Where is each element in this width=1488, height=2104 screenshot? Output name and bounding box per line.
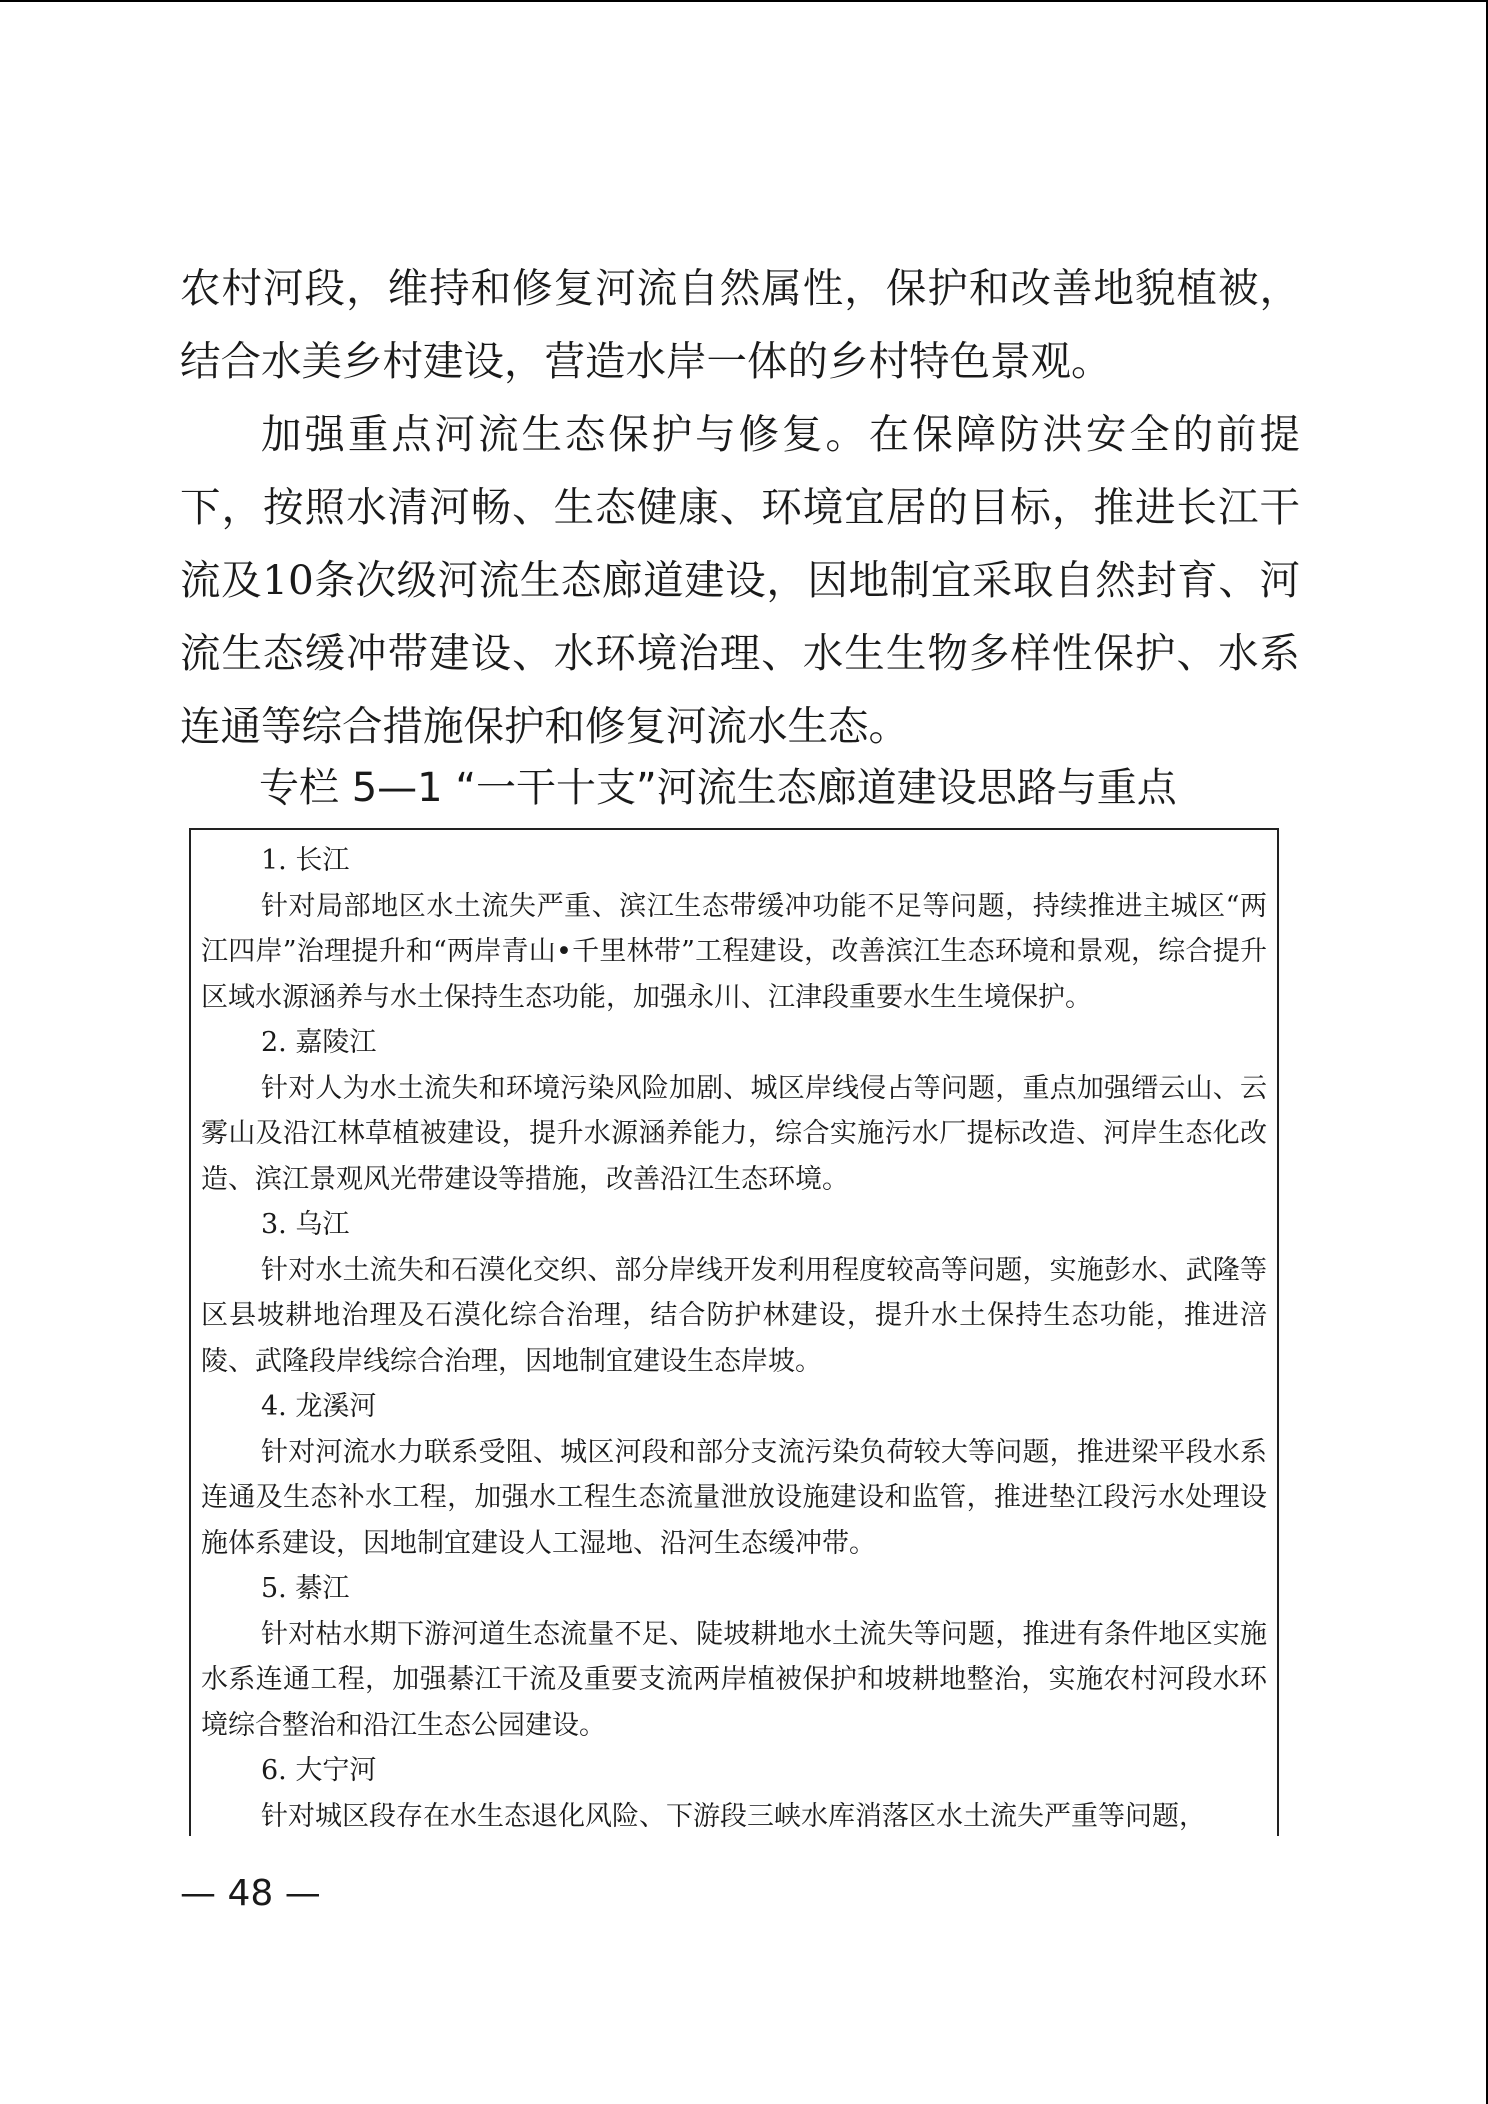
item-heading-5: 5. 綦江 [261,1573,350,1604]
item-heading-3: 3. 乌江 [261,1209,350,1240]
column-title: 专栏 5—1 “一干十支”河流生态廊道建设思路与重点 [259,765,1177,811]
item-heading-4: 4. 龙溪河 [261,1391,377,1422]
item-body-2: 针对人为水土流失和环境污染风险加剧、城区岸线侵占等问题，重点加强缙云山、云雾山及沿江林草植被建设，提升水源涵养能力，综合实施污水厂提标改造、河岸生态化改造、滨江景观风光带建设等措施，改善沿江生态环境。 [201,1072,1267,1195]
page-top-border [0,0,1488,2]
item-heading-1: 1. 长江 [261,845,350,876]
paragraph-1: 农村河段，维持和修复河流自然属性，保护和改善地貌植被，结合水美乡村建设，营造水岸一体的乡村特色景观。 [180,264,1300,385]
page-number: — 48 — [180,1873,321,1914]
paragraph-2: 加强重点河流生态保护与修复。在保障防洪安全的前提下，按照水清河畅、生态健康、环境宜居的目标，推进长江干流及10条次级河流生态廊道建设，因地制宜采取自然封育、河流生态缓冲带建设、水环境治理、水生生物多样性保护、水系连通等综合措施保护和修复河流水生态。 [180,410,1300,750]
item-heading-2: 2. 嘉陵江 [261,1027,377,1058]
body-text [180,252,1300,763]
item-body-6: 针对城区段存在水生态退化风险、下游段三峡水库消落区水土流失严重等问题， [261,1800,1206,1832]
item-body-5: 针对枯水期下游河道生态流量不足、陡坡耕地水土流失等问题，推进有条件地区实施水系连通工程，加强綦江干流及重要支流两岸植被保护和坡耕地整治，实施农村河段水环境综合整治和沿江生态公园建设。 [201,1618,1267,1741]
column-box [189,828,1279,1836]
item-heading-6: 6. 大宁河 [261,1755,377,1786]
item-body-1: 针对局部地区水土流失严重、滨江生态带缓冲功能不足等问题，持续推进主城区“两江四岸”治理提升和“两岸青山•千里林带”工程建设，改善滨江生态环境和景观，综合提升区域水源涵养与水土保持生态功能，加强永川、江津段重要水生生境保护。 [201,890,1267,1013]
item-body-4: 针对河流水力联系受阻、城区河段和部分支流污染负荷较大等问题，推进梁平段水系连通及生态补水工程，加强水工程生态流量泄放设施建设和监管，推进垫江段污水处理设施体系建设，因地制宜建设人工湿地、沿河生态缓冲带。 [201,1436,1267,1559]
item-body-3: 针对水土流失和石漠化交织、部分岸线开发利用程度较高等问题，实施彭水、武隆等区县坡耕地治理及石漠化综合治理，结合防护林建设，提升水土保持生态功能，推进涪陵、武隆段岸线综合治理，因地制宜建设生态岸坡。 [201,1254,1267,1377]
